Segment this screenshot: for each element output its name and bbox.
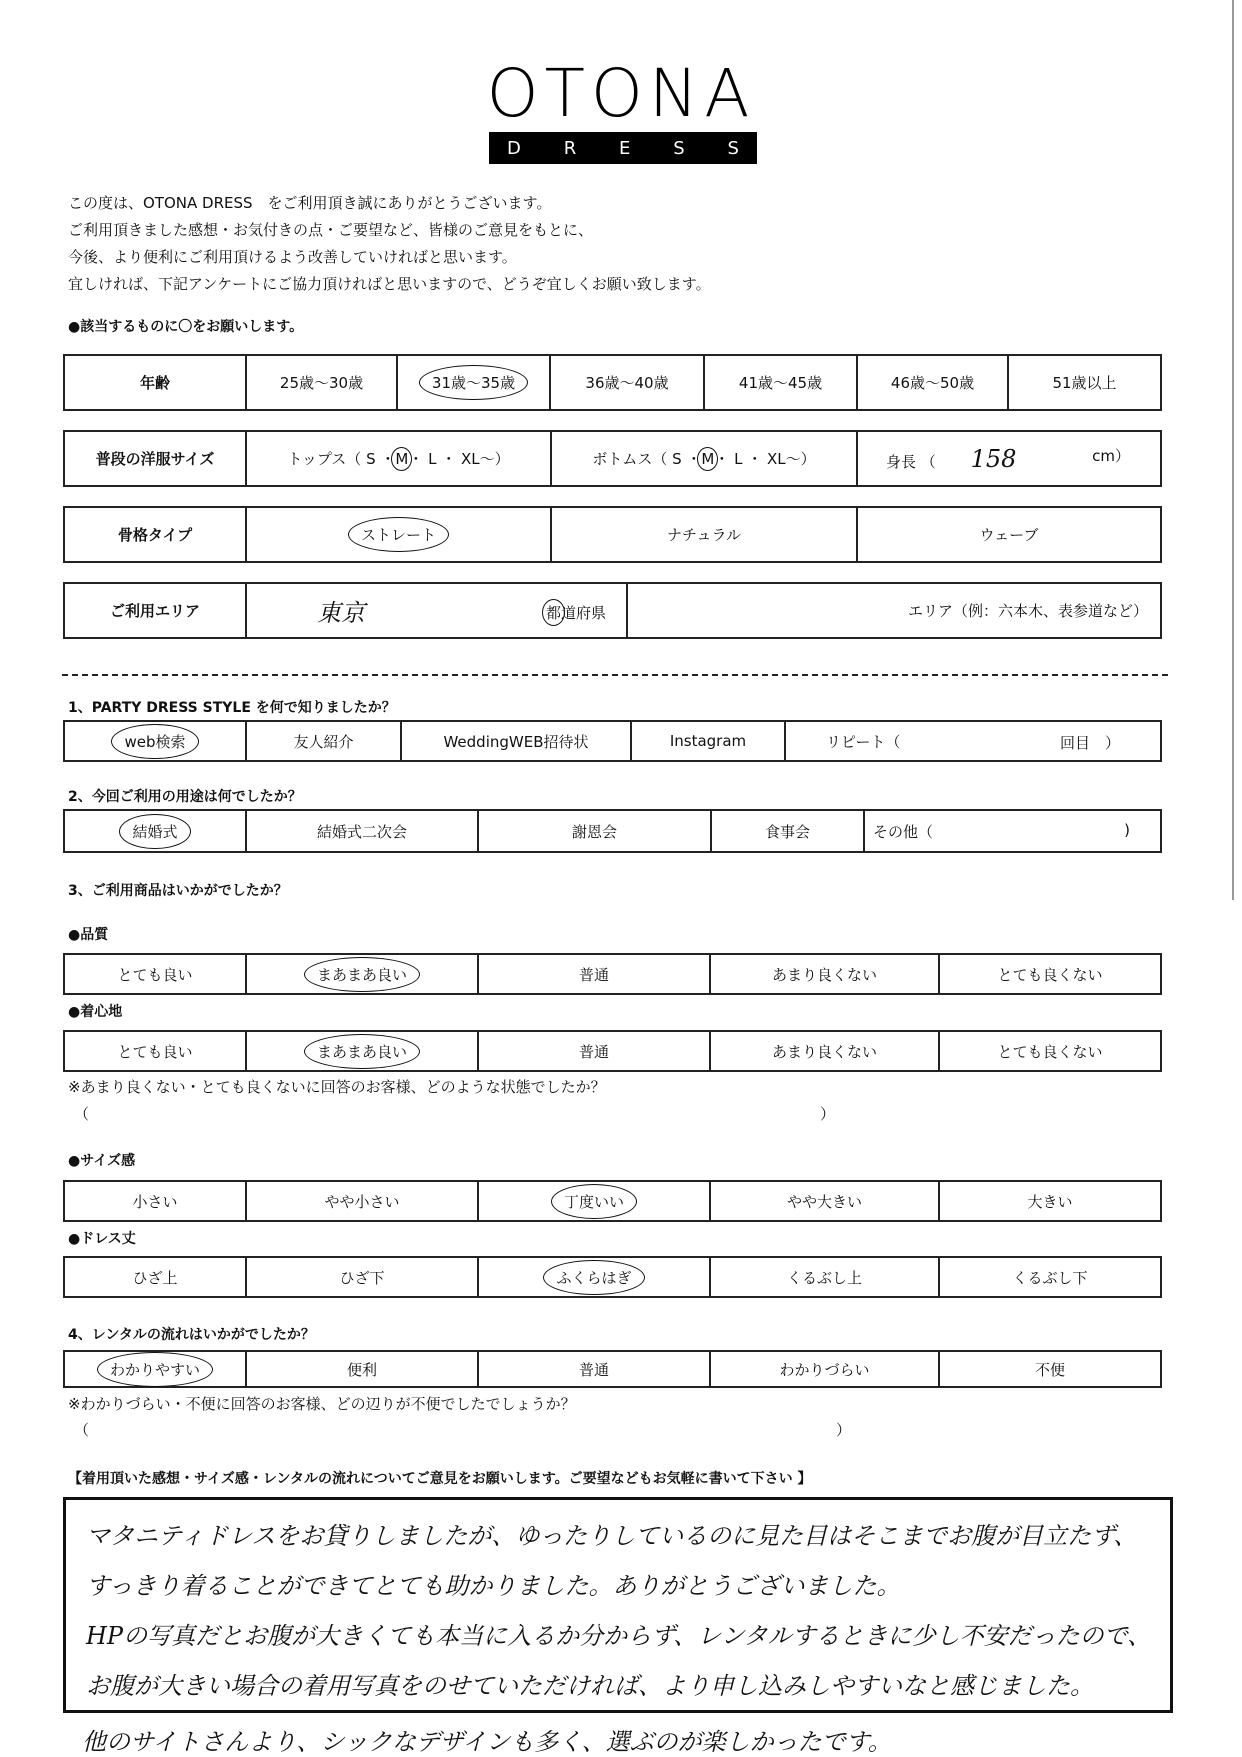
selection-circle: 丁度いい bbox=[551, 1184, 637, 1219]
dress-length-option[interactable]: ひざ下 bbox=[246, 1257, 478, 1297]
q2-option-other[interactable]: その他（ ) bbox=[864, 810, 1161, 852]
logo-sub-bar bbox=[489, 132, 757, 164]
q1-option[interactable]: Instagram bbox=[631, 721, 785, 761]
comfort-label: ●着心地 bbox=[68, 1004, 123, 1020]
intro-line: ご利用頂きました感想・お気付きの点・ご要望など、皆様のご意見をもとに、 bbox=[68, 221, 594, 239]
selection-circle: 都 bbox=[542, 599, 565, 626]
size-feel-option[interactable]: 大きい bbox=[939, 1181, 1161, 1221]
size-feel-option[interactable]: やや大きい bbox=[710, 1181, 939, 1221]
area-label: ご利用エリア bbox=[64, 583, 246, 638]
selection-circle: M bbox=[391, 447, 412, 471]
q3-title: 3、ご利用商品はいかがでしたか？ bbox=[68, 883, 288, 899]
comfort-option-selected[interactable] bbox=[246, 1031, 478, 1071]
age-option[interactable]: 46歳〜50歳 bbox=[857, 355, 1008, 410]
comfort-options bbox=[63, 1030, 1162, 1072]
quality-option[interactable]: とても良くない bbox=[939, 954, 1161, 994]
age-option[interactable]: 25歳〜30歳 bbox=[246, 355, 397, 410]
quality-option[interactable]: あまり良くない bbox=[710, 954, 939, 994]
intro-line: 宜しければ、下記アンケートにご協力頂ければと思いますので、どうぞ宜しくお願い致します。 bbox=[68, 275, 711, 293]
quality-options bbox=[63, 953, 1162, 995]
height-value: 158 bbox=[970, 444, 1017, 473]
comfort-note: ※あまり良くない・とても良くないに回答のお客様、どのような状態でしたか？ bbox=[68, 1078, 606, 1096]
intro-line: この度は、OTONA DRESS をご利用頂き誠にありがとうございます。 bbox=[68, 194, 552, 212]
q4-option[interactable]: わかりづらい bbox=[710, 1351, 939, 1387]
dress-length-label: ●ドレス丈 bbox=[68, 1231, 136, 1247]
q4-option[interactable]: 不便 bbox=[939, 1351, 1161, 1387]
comfort-answer-close: ） bbox=[820, 1105, 836, 1123]
quality-option[interactable]: 普通 bbox=[478, 954, 710, 994]
comfort-option[interactable]: とても良くない bbox=[939, 1031, 1161, 1071]
q1-option[interactable]: 友人紹介 bbox=[246, 721, 401, 761]
comment-line: マタニティドレスをお貸りしましたが、ゆったりしているのに見た目はそこまでお腹が目立たず、 bbox=[86, 1522, 1138, 1550]
selection-circle: 31歳〜35歳 bbox=[419, 365, 528, 400]
selection-circle: 結婚式 bbox=[119, 814, 190, 849]
tops-size-field[interactable]: トップス（ S ・M・ L ・ XL〜） bbox=[246, 431, 551, 486]
logo-letter: S bbox=[727, 137, 739, 159]
q4-title: 4、レンタルの流れはいかがでしたか？ bbox=[68, 1327, 315, 1343]
area-table bbox=[63, 582, 1162, 639]
comments-box[interactable] bbox=[63, 1497, 1173, 1713]
logo-letter: E bbox=[619, 137, 631, 159]
size-feel-option-selected[interactable] bbox=[478, 1181, 710, 1221]
selection-circle: ストレート bbox=[348, 517, 449, 552]
age-option-selected[interactable] bbox=[397, 355, 550, 410]
age-option[interactable]: 36歳〜40歳 bbox=[550, 355, 704, 410]
body-type-option[interactable]: ウェーブ bbox=[857, 507, 1161, 562]
intro-text bbox=[68, 190, 711, 298]
q2-option[interactable]: 結婚式二次会 bbox=[246, 810, 478, 852]
q4-option[interactable]: 普通 bbox=[478, 1351, 710, 1387]
section-divider bbox=[62, 674, 1168, 676]
quality-option[interactable]: とても良い bbox=[64, 954, 246, 994]
q4-answer-close: ） bbox=[836, 1421, 852, 1439]
size-feel-label: ●サイズ感 bbox=[68, 1153, 136, 1169]
q4-option-selected[interactable] bbox=[64, 1351, 246, 1387]
q2-option[interactable]: 食事会 bbox=[711, 810, 864, 852]
q2-options bbox=[63, 809, 1162, 853]
selection-circle: まあまあ良い bbox=[304, 1034, 420, 1069]
size-feel-option[interactable]: 小さい bbox=[64, 1181, 246, 1221]
comment-line: HPの写真だとお腹が大きくても本当に入るか分からず、レンタルするときに少し不安だったので、 bbox=[86, 1622, 1152, 1650]
comfort-answer-open: （ bbox=[74, 1105, 90, 1123]
selection-circle: まあまあ良い bbox=[304, 957, 420, 992]
age-option[interactable]: 51歳以上 bbox=[1008, 355, 1161, 410]
quality-option-selected[interactable] bbox=[246, 954, 478, 994]
q2-option-selected[interactable] bbox=[64, 810, 246, 852]
bottoms-size-field[interactable]: ボトムス（ S ・M・ L ・ XL〜） bbox=[551, 431, 857, 486]
area-detail-field[interactable]: エリア（例：六本木、表参道など） bbox=[627, 583, 1161, 638]
comfort-option[interactable]: あまり良くない bbox=[710, 1031, 939, 1071]
selection-circle: わかりやすい bbox=[97, 1352, 213, 1387]
intro-line: 今後、より便利にご利用頂けるよう改善していければと思います。 bbox=[68, 248, 517, 266]
scan-edge-line bbox=[1232, 0, 1234, 900]
comfort-option[interactable]: 普通 bbox=[478, 1031, 710, 1071]
comments-heading: 【着用頂いた感想・サイズ感・レンタルの流れについてご意見をお願いします。ご要望などもお気軽に書いて下さい 】 bbox=[68, 1471, 812, 1487]
logo-wordmark: OTONA bbox=[486, 55, 756, 132]
dress-length-option[interactable]: ひざ上 bbox=[64, 1257, 246, 1297]
age-table bbox=[63, 354, 1162, 411]
q1-title: 1、PARTY DRESS STYLE を何で知りましたか？ bbox=[68, 700, 396, 716]
size-feel-options bbox=[63, 1180, 1162, 1222]
dress-length-option[interactable]: くるぶし下 bbox=[939, 1257, 1161, 1297]
comment-line: お腹が大きい場合の着用写真をのせていただければ、より申し込みしやすいなと感じました。 bbox=[86, 1672, 1094, 1700]
dress-length-option[interactable]: くるぶし上 bbox=[710, 1257, 939, 1297]
logo-letter: S bbox=[673, 137, 685, 159]
dress-length-options bbox=[63, 1256, 1162, 1298]
body-type-option[interactable]: ナチュラル bbox=[551, 507, 857, 562]
comfort-option[interactable]: とても良い bbox=[64, 1031, 246, 1071]
size-feel-option[interactable]: やや小さい bbox=[246, 1181, 478, 1221]
body-type-label: 骨格タイプ bbox=[64, 507, 246, 562]
q2-option[interactable]: 謝恩会 bbox=[478, 810, 711, 852]
q4-answer-open: （ bbox=[74, 1421, 90, 1439]
prefecture-field[interactable]: 東京 都道府県 bbox=[246, 583, 627, 638]
prefecture-value: 東京 bbox=[317, 599, 365, 627]
dress-length-option-selected[interactable] bbox=[478, 1257, 710, 1297]
q1-option-repeat[interactable]: リピート（ 回目 ） bbox=[785, 721, 1161, 761]
age-label: 年齢 bbox=[64, 355, 246, 410]
q1-option[interactable]: WeddingWEB招待状 bbox=[401, 721, 631, 761]
selection-circle: ふくらはぎ bbox=[543, 1260, 644, 1295]
body-type-option-selected[interactable] bbox=[246, 507, 551, 562]
q1-option-selected[interactable] bbox=[64, 721, 246, 761]
size-label: 普段の洋服サイズ bbox=[64, 431, 246, 486]
q4-option[interactable]: 便利 bbox=[246, 1351, 478, 1387]
age-option[interactable]: 41歳〜45歳 bbox=[704, 355, 857, 410]
q4-options bbox=[63, 1350, 1162, 1388]
q4-note: ※わかりづらい・不便に回答のお客様、どの辺りが不便でしたでしょうか？ bbox=[68, 1395, 576, 1413]
comment-extra-line: 他のサイトさんより、シックなデザインも多く、選ぶのが楽しかったです。 bbox=[82, 1728, 892, 1756]
quality-label: ●品質 bbox=[68, 927, 109, 943]
height-field[interactable]: 身長 （ 158 cm） bbox=[857, 431, 1161, 486]
q2-title: 2、今回ご利用の用途は何でしたか？ bbox=[68, 789, 302, 805]
body-type-table bbox=[63, 506, 1162, 563]
logo-letter: D bbox=[507, 137, 521, 159]
instruction-heading: ●該当するものに〇をお願いします。 bbox=[68, 319, 304, 335]
size-table bbox=[63, 430, 1162, 487]
logo-letter: R bbox=[563, 137, 577, 159]
selection-circle: M bbox=[697, 447, 718, 471]
q1-options bbox=[63, 720, 1162, 762]
selection-circle: web検索 bbox=[111, 724, 198, 759]
comment-line: すっきり着ることができてとても助かりました。ありがとうございました。 bbox=[86, 1572, 901, 1600]
